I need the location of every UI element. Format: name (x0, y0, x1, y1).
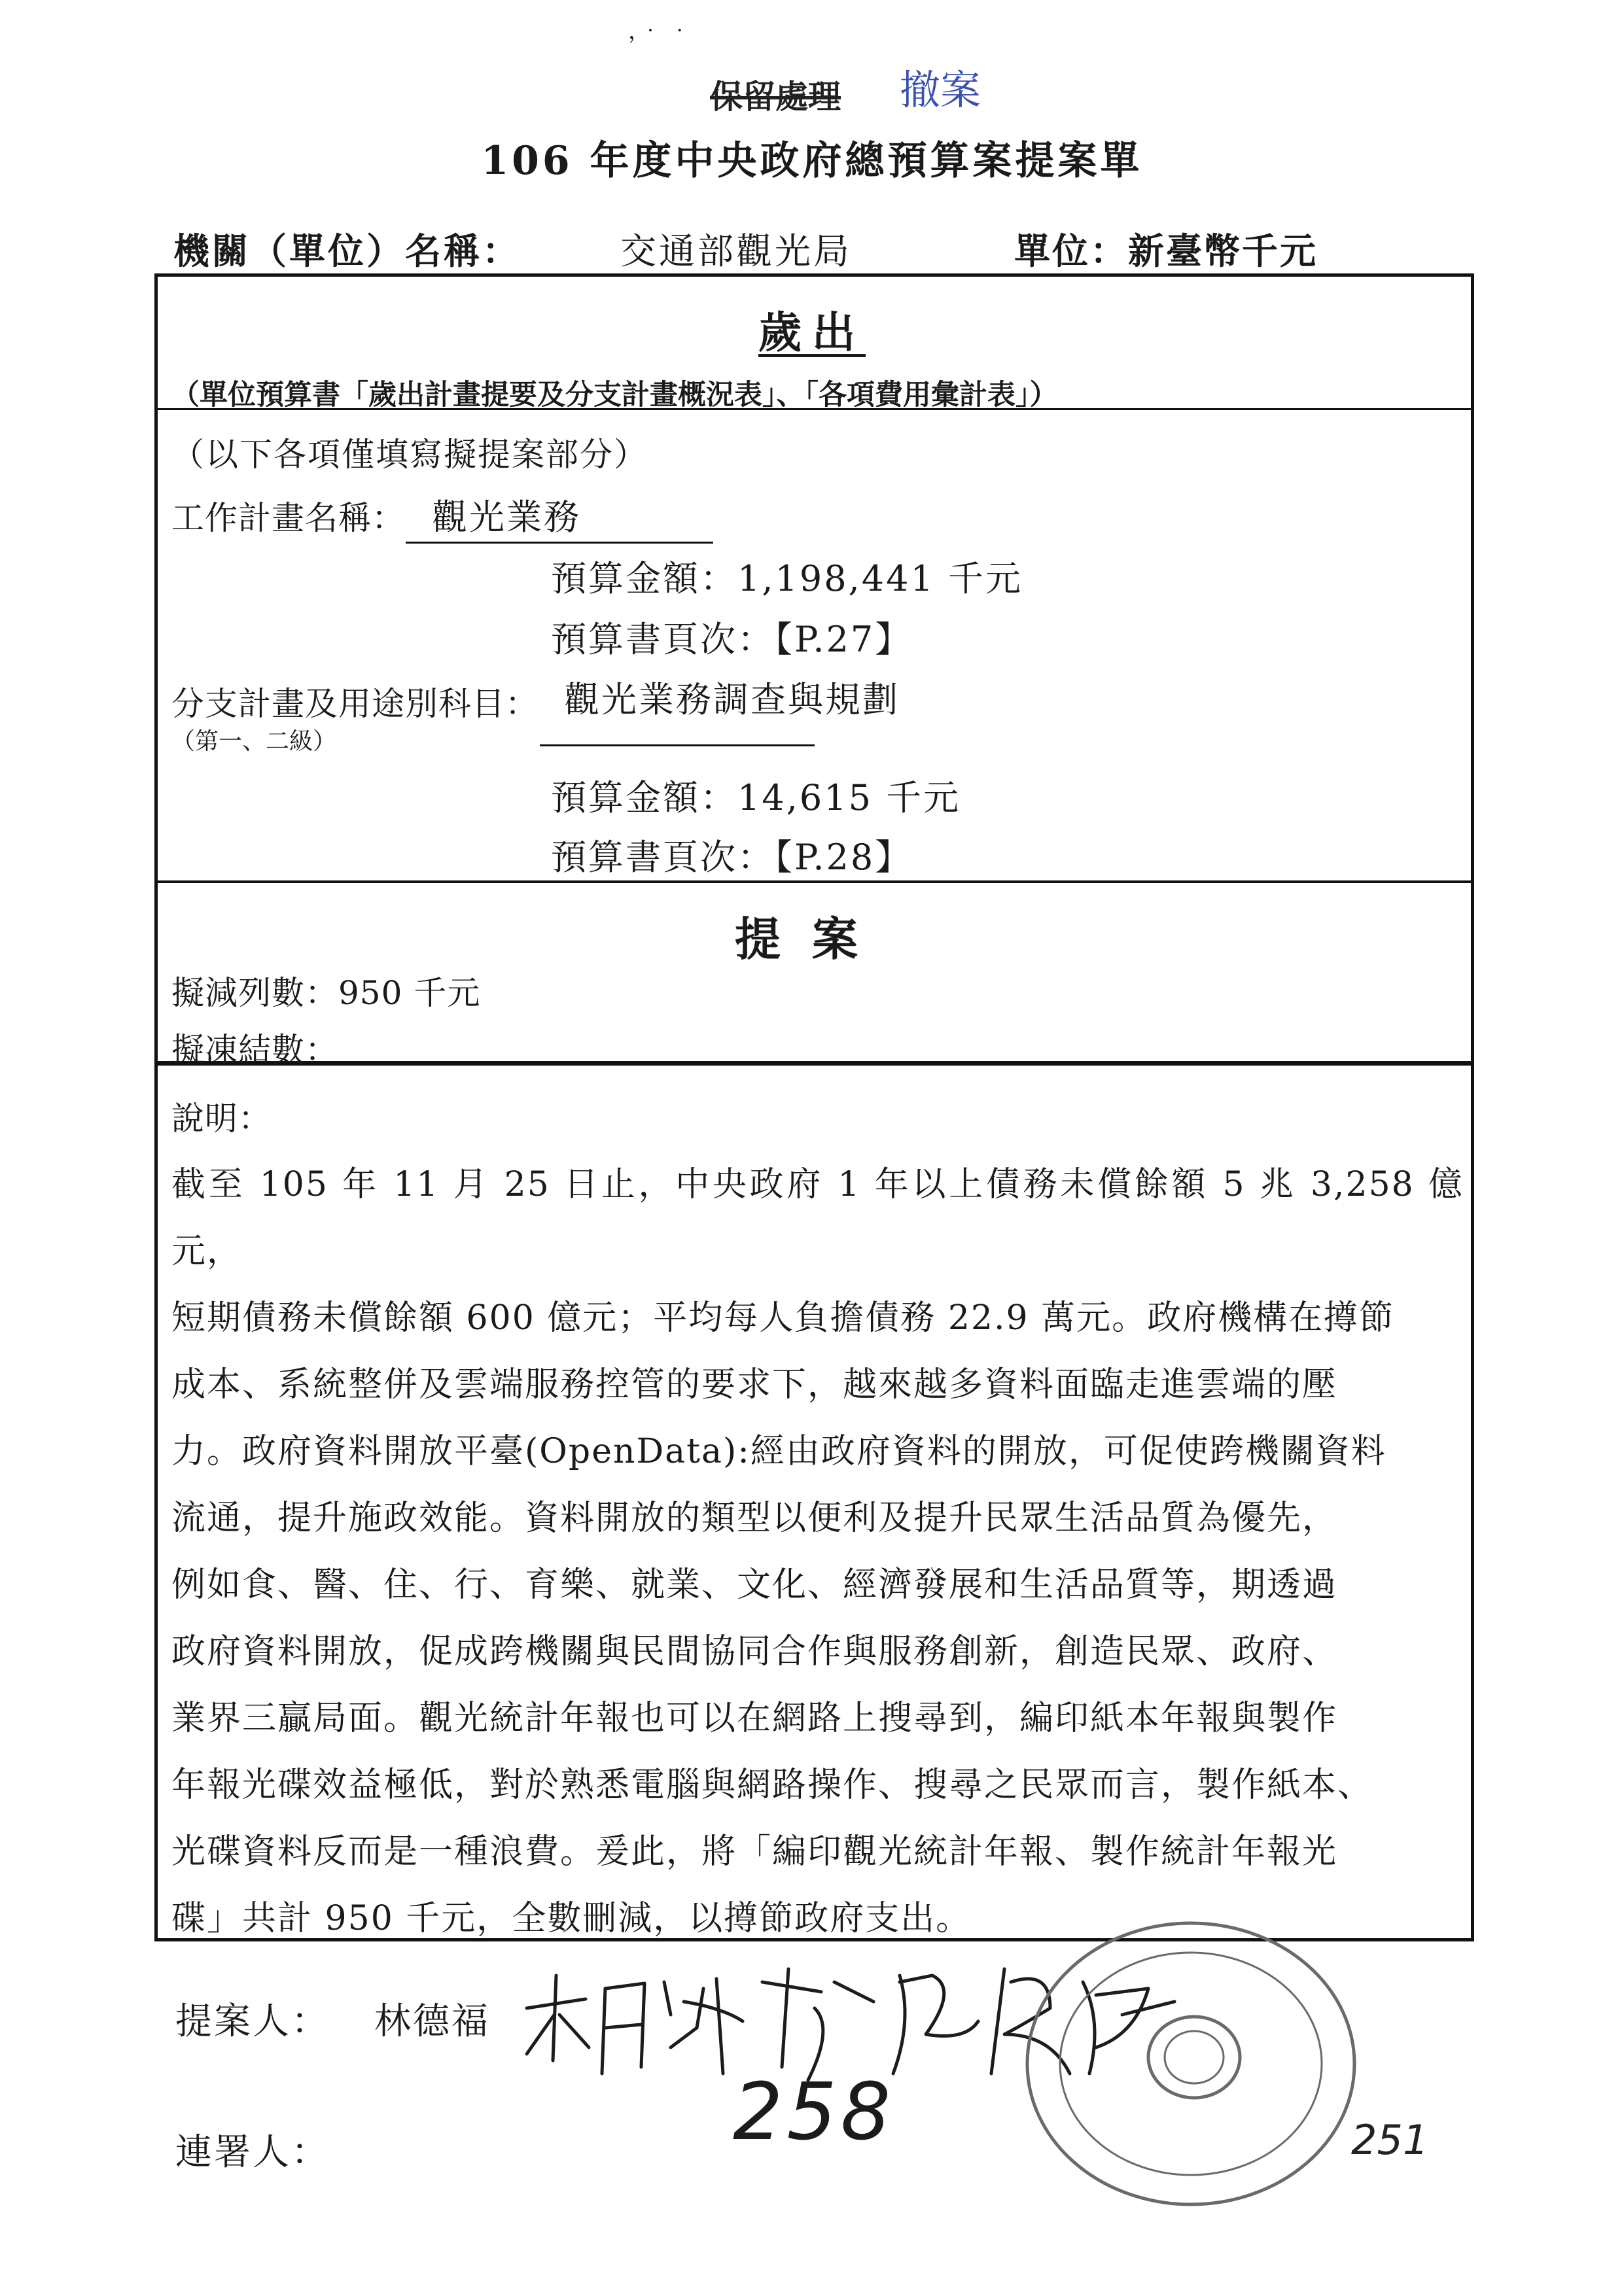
proposal-heading: 提案 (735, 912, 889, 966)
work-plan-amount: 預算金額：1,198,441 千元 (551, 558, 1023, 599)
struck-status-text: 保留處理 (710, 77, 841, 116)
handwritten-number: 258 (733, 2067, 895, 2158)
branch-plan-page: 預算書頁次：【P.28】 (551, 837, 913, 878)
branch-plan-value: 觀光業務調查與規劃 (564, 679, 900, 720)
explanation-line: 例如食、醫、住、行、育樂、就業、文化、經濟發展和生活品質等，期透過 (171, 1565, 1338, 1605)
work-plan-label: 工作計畫名稱： (171, 499, 405, 537)
explanation-line: 截至 105 年 11 月 25 日止，中央政府 1 年以上債務未償餘額 5 兆 3,258 億元， (171, 1165, 1464, 1271)
expenditure-subheading: （單位預算書「歲出計畫提要及分支計畫概況表」、「各項費用彙計表」） (171, 379, 1058, 411)
currency-unit: 單位：新臺幣千元 (1014, 230, 1318, 272)
explanation-line: 業界三贏局面。觀光統計年報也可以在網路上搜尋到，編印紙本年報與製作 (171, 1699, 1338, 1738)
explanation-line: 光碟資料反而是一種浪費。爰此，將「編印觀光統計年報、製作統計年報光 (171, 1832, 1338, 1871)
proposer-label: 提案人： (175, 2000, 330, 2043)
agency-label: 機關（單位）名稱： (173, 230, 521, 272)
branch-plan-label: 分支計畫及用途別科目： (171, 685, 538, 723)
explanation-line: 力。政府資料開放平臺(OpenData):經由政府資料的開放，可促使跨機關資料 (171, 1432, 1386, 1471)
freeze-amount: 擬凍結數： (171, 1031, 338, 1069)
explanation-label: 說明： (171, 1100, 272, 1138)
explanation-line: 碟」共計 950 千元，全數刪減，以撙節政府支出。 (171, 1899, 972, 1938)
proposer-name: 林德福 (374, 2000, 490, 2043)
work-plan-value: 觀光業務 (432, 496, 581, 538)
work-plan-underline (406, 542, 713, 544)
explanation-body (171, 1151, 1464, 1952)
cosigner-label: 連署人： (175, 2131, 330, 2174)
expenditure-heading: 歲出 (758, 307, 866, 358)
official-seal (1017, 1917, 1368, 2214)
explanation-line: 流通，提升施政效能。資料開放的類型以便利及提升民眾生活品質為優先， (171, 1499, 1338, 1538)
fill-instruction: （以下各項僅填寫擬提案部分） (171, 436, 648, 474)
agency-value: 交通部觀光局 (620, 230, 853, 272)
reduction-amount: 擬減列數：950 千元 (171, 974, 481, 1012)
explanation-line: 短期債務未償餘額 600 億元；平均每人負擔債務 22.9 萬元。政府機構在撙節 (171, 1298, 1395, 1338)
explanation-line: 成本、系統整併及雲端服務控管的要求下，越來越多資料面臨走進雲端的壓 (171, 1365, 1338, 1404)
explanation-line: 政府資料開放，促成跨機關與民間協同合作與服務創新，創造民眾、政府、 (171, 1632, 1338, 1671)
divider-proposal (154, 880, 1474, 883)
branch-plan-amount: 預算金額：14,615 千元 (551, 777, 961, 818)
branch-plan-underline (540, 744, 815, 746)
page-mark: 251 (1351, 2116, 1429, 2164)
withdrawn-note: 撤案 (900, 66, 981, 114)
top-scribble: ，‧ ‧ (628, 18, 691, 44)
work-plan-page: 預算書頁次：【P.27】 (551, 619, 913, 660)
divider-explanation (154, 1061, 1474, 1066)
branch-level-note: （第一、二級） (171, 728, 337, 755)
explanation-line: 年報光碟效益極低，對於熟悉電腦與網路操作、搜尋之民眾而言，製作紙本、 (171, 1765, 1373, 1805)
page-title: 106 年度中央政府總預算案提案單 (481, 138, 1143, 184)
